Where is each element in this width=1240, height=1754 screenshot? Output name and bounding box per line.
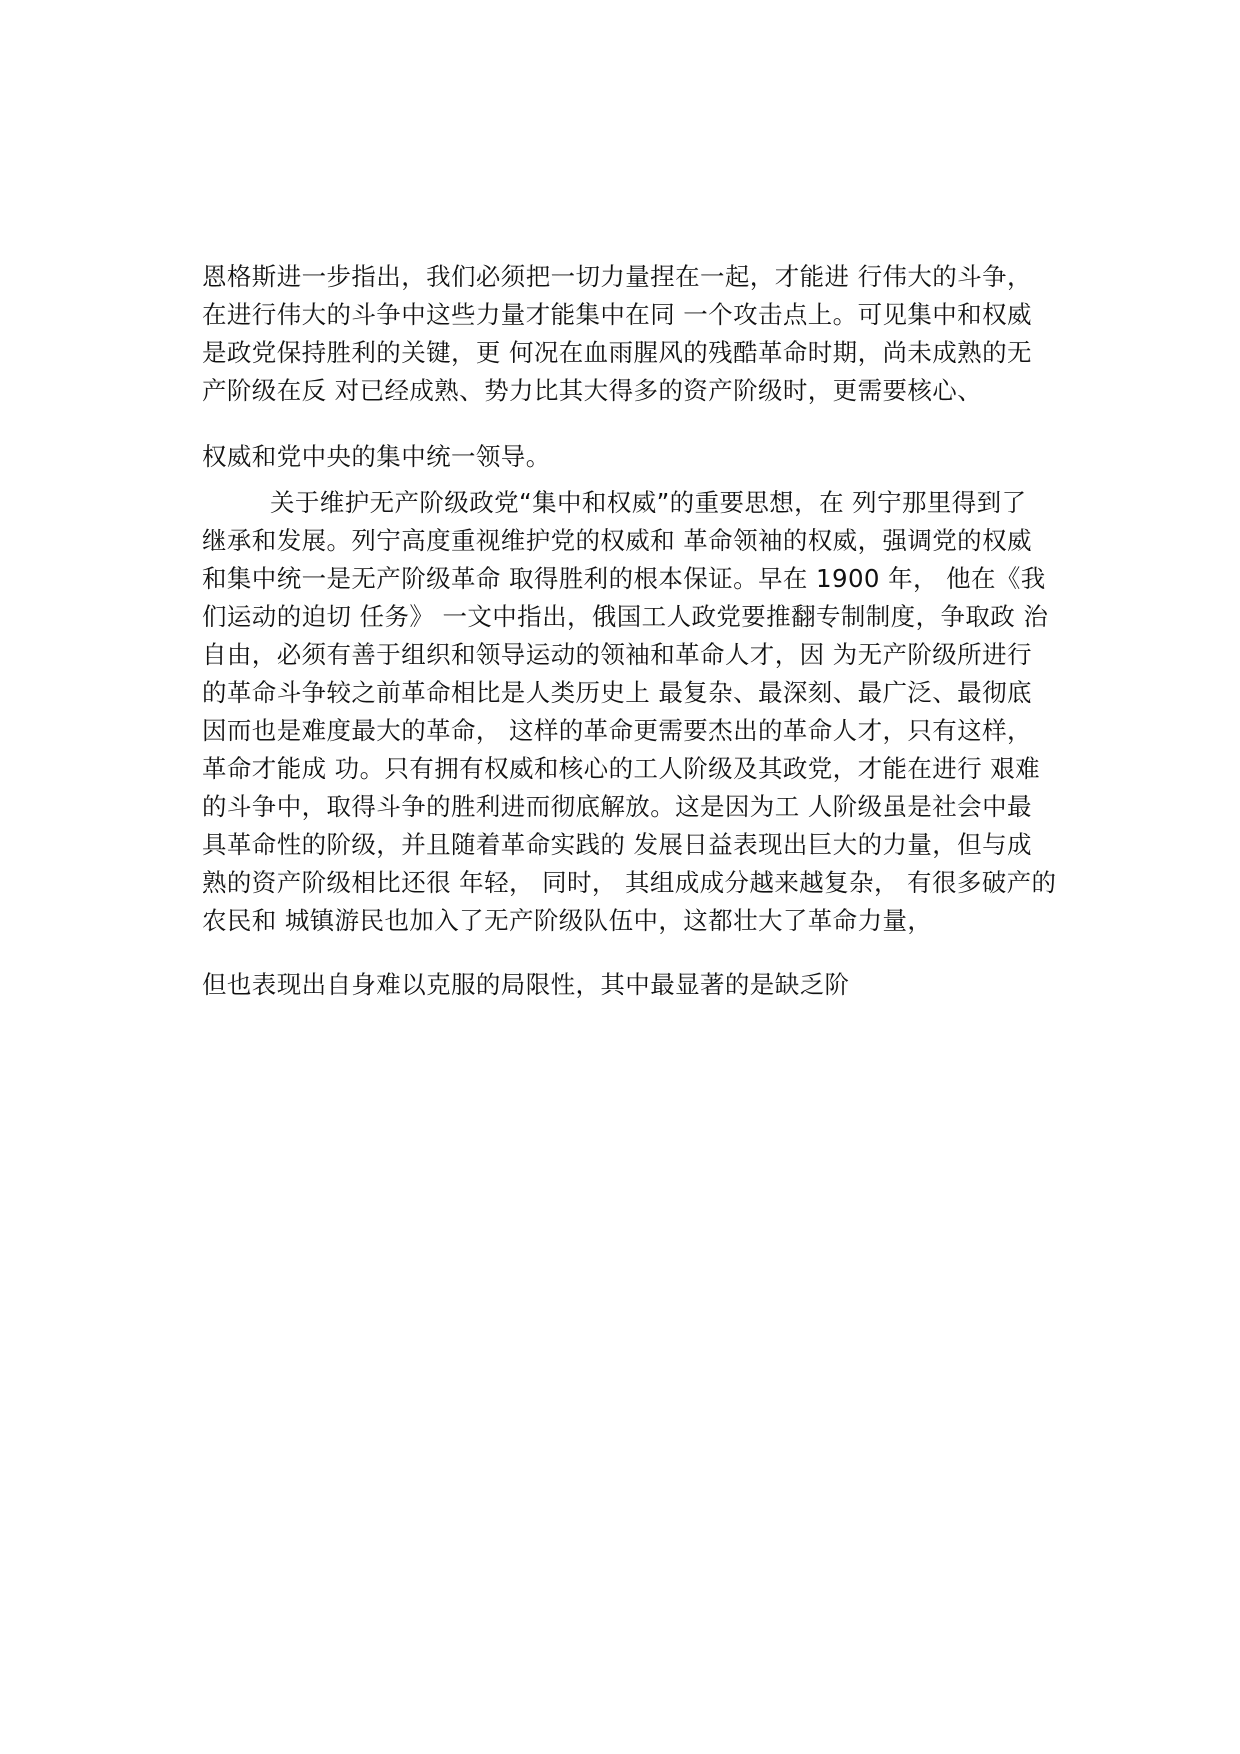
text-line: 的斗争中，取得斗争的胜利进而彻底解放。这是因为工 人阶级虽是社会中最 bbox=[202, 792, 1032, 821]
text-line: 革命才能成 功。只有拥有权威和核心的工人阶级及其政党，才能在进行 艰难 bbox=[202, 754, 1041, 783]
text-line: 产阶级在反 对已经成熟、势力比其大得多的资产阶级时，更需要核心、 bbox=[202, 376, 983, 405]
text-line: 的革命斗争较之前革命相比是人类历史上 最复杂、最深刻、最广泛、最彻底 bbox=[202, 678, 1032, 707]
text-line: 继承和发展。列宁高度重视维护党的权威和 革命领袖的权威，强调党的权威 bbox=[202, 526, 1032, 555]
text-line: 农民和 城镇游民也加入了无产阶级队伍中，这都壮大了革命力量， bbox=[202, 906, 933, 935]
text-line: 具革命性的阶级，并且随着革命实践的 发展日益表现出巨大的力量，但与成 bbox=[202, 830, 1032, 859]
text-line: 恩格斯进一步指出，我们必须把一切力量捏在一起，才能进 行伟大的斗争， bbox=[202, 262, 1032, 291]
text-line: 自由，必须有善于组织和领导运动的领袖和革命人才，因 为无产阶级所进行 bbox=[202, 640, 1032, 669]
text-line: 是政党保持胜利的关键，更 何况在血雨腥风的残酷革命时期，尚未成熟的无 bbox=[202, 338, 1032, 367]
text-line: 但也表现出自身难以克服的局限性，其中最显著的是缺乏阶 bbox=[202, 970, 850, 999]
text-line: 和集中统一是无产阶级革命 取得胜利的根本保证。早在 1900 年， 他在《我 bbox=[202, 564, 1046, 593]
text-line: 熟的资产阶级相比还很 年轻， 同时， 其组成成分越来越复杂， 有很多破产的 bbox=[202, 868, 1057, 897]
text-line: 们运动的迫切 任务》 一文中指出，俄国工人政党要推翻专制制度，争取政 治 bbox=[202, 602, 1049, 631]
text-line: 权威和党中央的集中统一领导。 bbox=[202, 442, 551, 471]
text-line: 因而也是难度最大的革命， 这样的革命更需要杰出的革命人才，只有这样， bbox=[202, 716, 1032, 745]
text-line: 在进行伟大的斗争中这些力量才能集中在同 一个攻击点上。可见集中和权威 bbox=[202, 300, 1032, 329]
paragraph-first-line: 关于维护无产阶级政党“集中和权威”的重要思想，在 列宁那里得到了 bbox=[270, 488, 1027, 517]
